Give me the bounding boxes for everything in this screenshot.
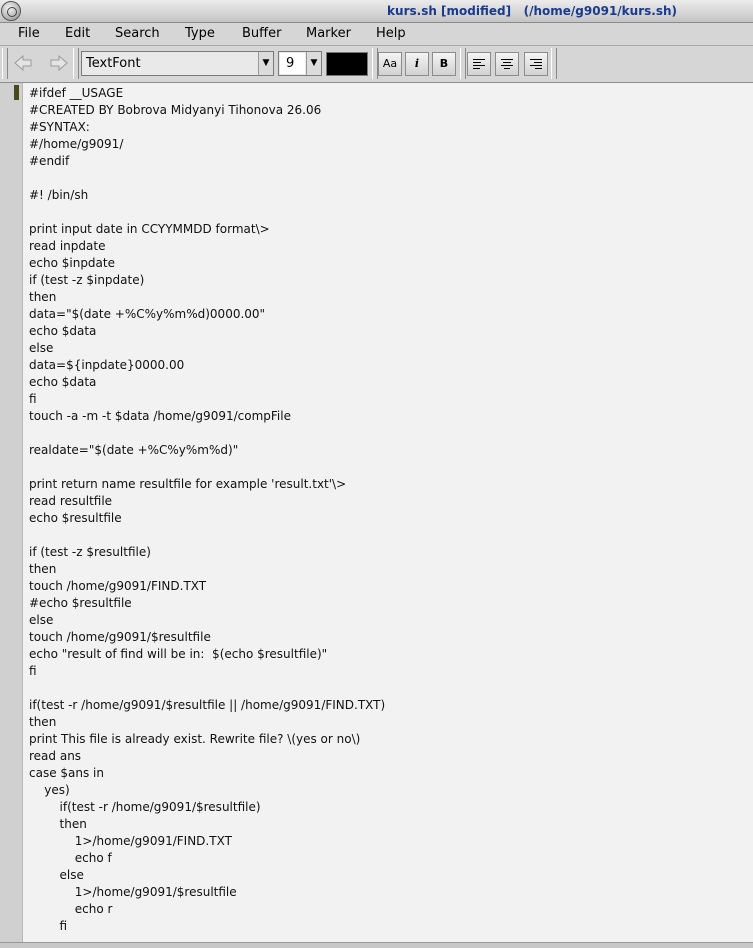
code-line: echo f (29, 851, 112, 865)
toolbar-grip[interactable] (551, 48, 557, 79)
code-line: #! /bin/sh (29, 188, 89, 202)
text-color-swatch[interactable] (326, 52, 368, 76)
font-select[interactable] (81, 51, 274, 76)
code-line: case $ans in (29, 766, 104, 780)
code-line: #echo $resultfile (29, 596, 132, 610)
code-line: fi (29, 392, 37, 406)
editor (0, 83, 753, 948)
code-line: fi (29, 919, 68, 933)
code-line: else (29, 613, 54, 627)
menu-type[interactable]: Type (185, 26, 215, 41)
align-right-icon (530, 59, 542, 69)
toolbar-grip[interactable] (73, 48, 79, 79)
code-line: 1>/home/g9091/FIND.TXT (29, 834, 232, 848)
font-size-value: 9 (280, 53, 305, 74)
status-bar (0, 942, 753, 948)
code-line: read inpdate (29, 239, 106, 253)
code-line: #/home/g9091/ (29, 137, 124, 151)
code-line: echo $data (29, 375, 97, 389)
font-size-select[interactable] (278, 51, 322, 76)
line-gutter (0, 83, 23, 942)
code-line: touch -a -m -t $data /home/g9091/compFile (29, 409, 291, 423)
title-bar (0, 0, 753, 23)
code-line: print input date in CCYYMMDD format\> (29, 222, 270, 236)
code-line: echo r (29, 902, 113, 916)
code-line: #ifdef __USAGE (29, 86, 124, 100)
menu-help[interactable]: Help (376, 26, 406, 41)
code-line: if (test -z $inpdate) (29, 273, 145, 287)
current-line-marker (14, 85, 19, 100)
code-line: else (29, 868, 84, 882)
menu-search[interactable]: Search (115, 26, 160, 41)
code-line: then (29, 817, 87, 831)
chevron-down-icon[interactable]: ▼ (306, 52, 321, 75)
arrow-right-icon (50, 55, 68, 71)
toolbar (0, 46, 753, 83)
case-button[interactable]: Aa (378, 52, 402, 76)
code-text-area[interactable] (23, 83, 753, 942)
code-line: touch /home/g9091/FIND.TXT (29, 579, 207, 593)
align-left-icon (473, 59, 485, 69)
forward-button[interactable] (46, 52, 72, 74)
font-name: TextFont (86, 56, 141, 71)
code-line: data="$(date +%C%y%m%d)0000.00" (29, 307, 266, 321)
code-line: data=${inpdate}0000.00 (29, 358, 185, 372)
code-line: realdate="$(date +%C%y%m%d)" (29, 443, 239, 457)
code-line: echo "result of find will be in: $(echo $resultfile)" (29, 647, 328, 661)
code-line: print return name resultfile for example 'result.txt'\> (29, 477, 347, 491)
code-line: then (29, 715, 57, 729)
code-line: #SYNTAX: (29, 120, 90, 134)
menu-marker[interactable]: Marker (306, 26, 351, 41)
back-button[interactable] (10, 52, 36, 74)
window-menu-icon[interactable] (1, 1, 21, 21)
code-line: then (29, 562, 57, 576)
menu-buffer[interactable]: Buffer (242, 26, 282, 41)
chevron-down-icon[interactable]: ▼ (258, 52, 273, 75)
code-line: read resultfile (29, 494, 113, 508)
window-title: kurs.sh [modified] (/home/g9091/kurs.sh) (387, 4, 677, 18)
code-line: #CREATED BY Bobrova Midyanyi Tihonova 26.06 (29, 103, 322, 117)
code-line: else (29, 341, 54, 355)
code-line: read ans (29, 749, 82, 763)
code-line: if(test -r /home/g9091/$resultfile) (29, 800, 261, 814)
align-left-button[interactable] (467, 52, 491, 76)
bold-button[interactable]: B (432, 52, 456, 76)
code-line: yes) (29, 783, 70, 797)
code-line: 1>/home/g9091/$resultfile (29, 885, 237, 899)
code-line: echo $inpdate (29, 256, 115, 270)
toolbar-grip[interactable] (2, 48, 8, 79)
toolbar-grip[interactable] (460, 48, 466, 79)
code-line: echo $data (29, 324, 97, 338)
arrow-left-icon (14, 55, 32, 71)
code-line: touch /home/g9091/$resultfile (29, 630, 211, 644)
align-center-icon (501, 59, 513, 69)
code-line: if(test -r /home/g9091/$resultfile || /home/g9091/FIND.TXT) (29, 698, 386, 712)
code-line: fi (29, 664, 37, 678)
align-center-button[interactable] (495, 52, 519, 76)
code-line: #endif (29, 154, 70, 168)
menu-file[interactable]: File (18, 26, 40, 41)
code-line: then (29, 290, 57, 304)
italic-button[interactable]: i (405, 52, 429, 76)
code-line: print This file is already exist. Rewrite file? \(yes or no\) (29, 732, 361, 746)
code-line: if (test -z $resultfile) (29, 545, 151, 559)
code-line: echo $resultfile (29, 511, 122, 525)
align-right-button[interactable] (524, 52, 548, 76)
menu-bar (0, 23, 753, 46)
menu-edit[interactable]: Edit (65, 26, 91, 41)
